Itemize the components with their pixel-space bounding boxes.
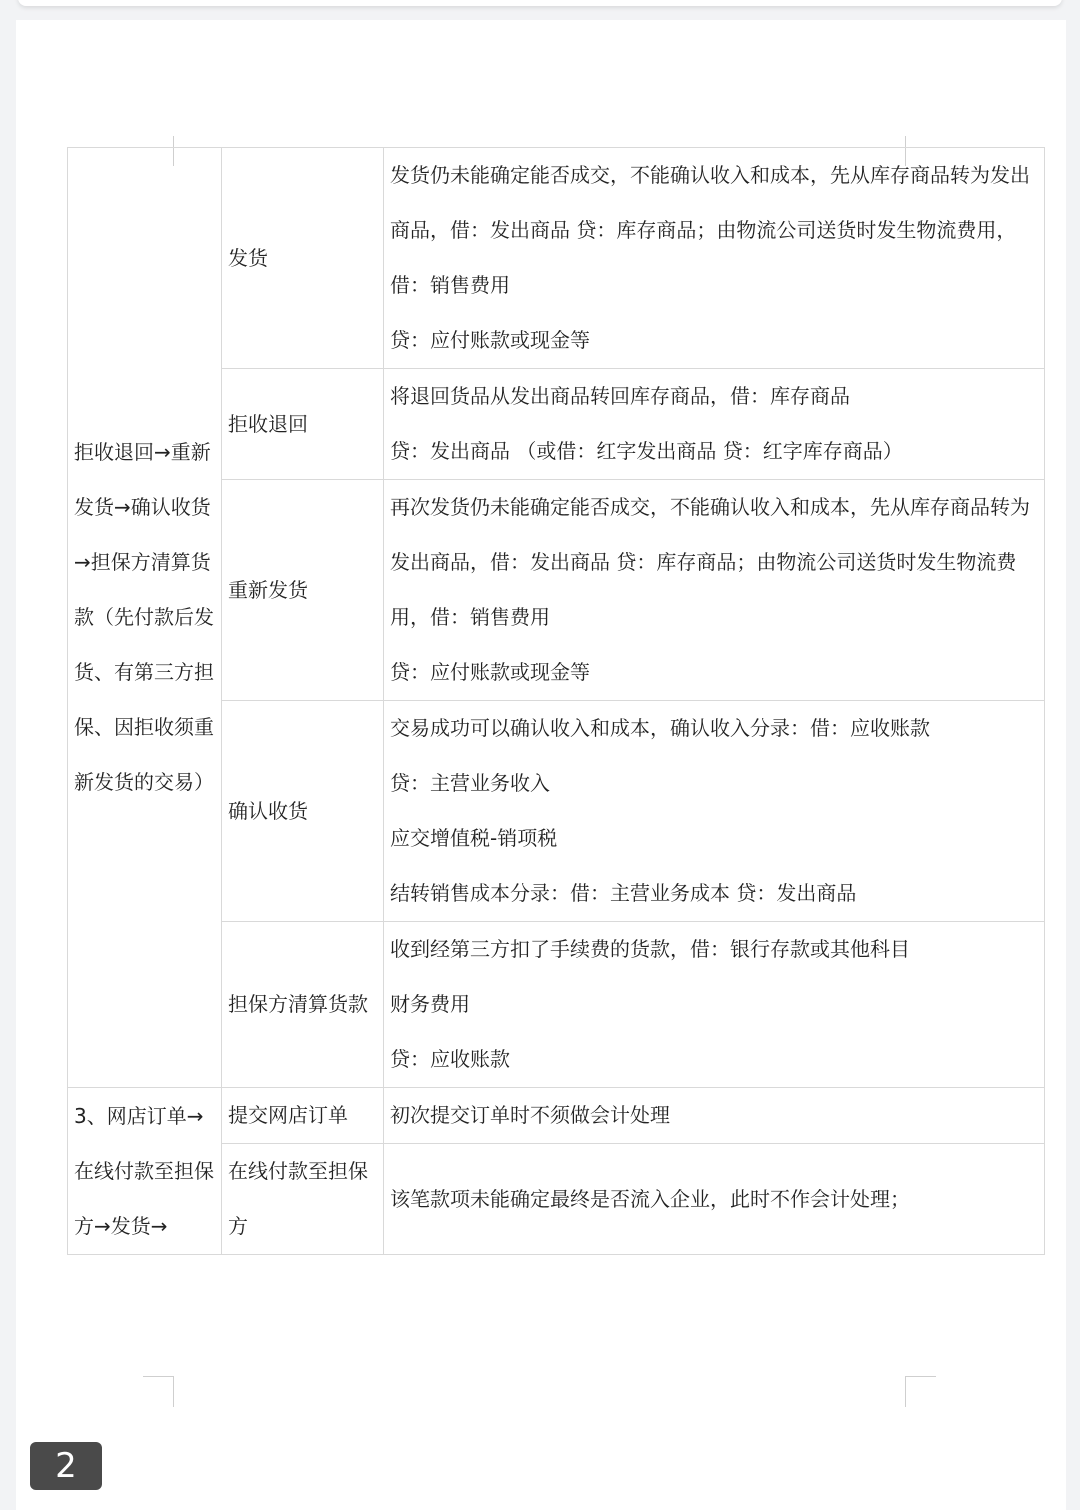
content-cell [384, 480, 1045, 701]
category-cell: 拒收退回→重新发货→确认收货→担保方清算货款（先付款后发货、有第三方担保、因拒收须重新发货的交易） [68, 148, 222, 1088]
content-line: 交易成功可以确认收入和成本，确认收入分录：借：应收账款 [390, 716, 930, 740]
step-cell: 在线付款至担保方 [222, 1144, 384, 1255]
content-line: 贷：应收账款 [390, 1047, 510, 1071]
step-cell: 发货 [222, 148, 384, 369]
content-line: 发货仍未能确定能否成交，不能确认收入和成本，先从库存商品转为发出商品，借：发出商品 贷：库存商品；由物流公司送货时发生物流费用，借：销售费用 [390, 163, 1030, 297]
content-cell [384, 1144, 1045, 1255]
content-line: 再次发货仍未能确定能否成交，不能确认收入和成本，先从库存商品转为发出商品，借：发出商品 贷：库存商品；由物流公司送货时发生物流费用，借：销售费用 [390, 495, 1030, 629]
content-line: 该笔款项未能确定最终是否流入企业，此时不作会计处理； [390, 1186, 910, 1211]
accounting-table [67, 147, 1045, 1255]
step-cell: 提交网店订单 [222, 1088, 384, 1144]
content-line: 应交增值税-销项税 [390, 826, 558, 850]
table-row [68, 1088, 1045, 1144]
content-line: 结转销售成本分录：借：主营业务成本 贷：发出商品 [390, 881, 857, 905]
content-line: 贷：应付账款或现金等 [390, 660, 590, 684]
page-number-badge: 2 [30, 1442, 102, 1490]
step-cell: 拒收退回 [222, 369, 384, 480]
content-cell [384, 369, 1045, 480]
table-row [68, 148, 1045, 369]
content-line: 贷：应付账款或现金等 [390, 328, 590, 352]
content-cell [384, 148, 1045, 369]
previous-page-edge [18, 0, 1062, 6]
content-line: 贷：主营业务收入 [390, 771, 550, 795]
content-line: 将退回货品从发出商品转回库存商品，借：库存商品 [390, 384, 850, 408]
content-line: 收到经第三方扣了手续费的货款，借：银行存款或其他科目 [390, 937, 910, 961]
margin-mark-bottom-right [905, 1376, 936, 1407]
content-line: 贷：发出商品 （或借：红字发出商品 贷：红字库存商品） [390, 439, 903, 463]
step-cell: 重新发货 [222, 480, 384, 701]
content-cell [384, 701, 1045, 922]
content-cell [384, 922, 1045, 1088]
document-page [16, 20, 1066, 1510]
content-line: 财务费用 [390, 992, 470, 1016]
step-cell: 担保方清算货款 [222, 922, 384, 1088]
content-cell [384, 1088, 1045, 1144]
margin-mark-bottom-left [143, 1376, 174, 1407]
category-cell: 3、网店订单→在线付款至担保方→发货→ [68, 1088, 222, 1255]
step-cell: 确认收货 [222, 701, 384, 922]
content-line: 初次提交订单时不须做会计处理 [390, 1103, 670, 1127]
